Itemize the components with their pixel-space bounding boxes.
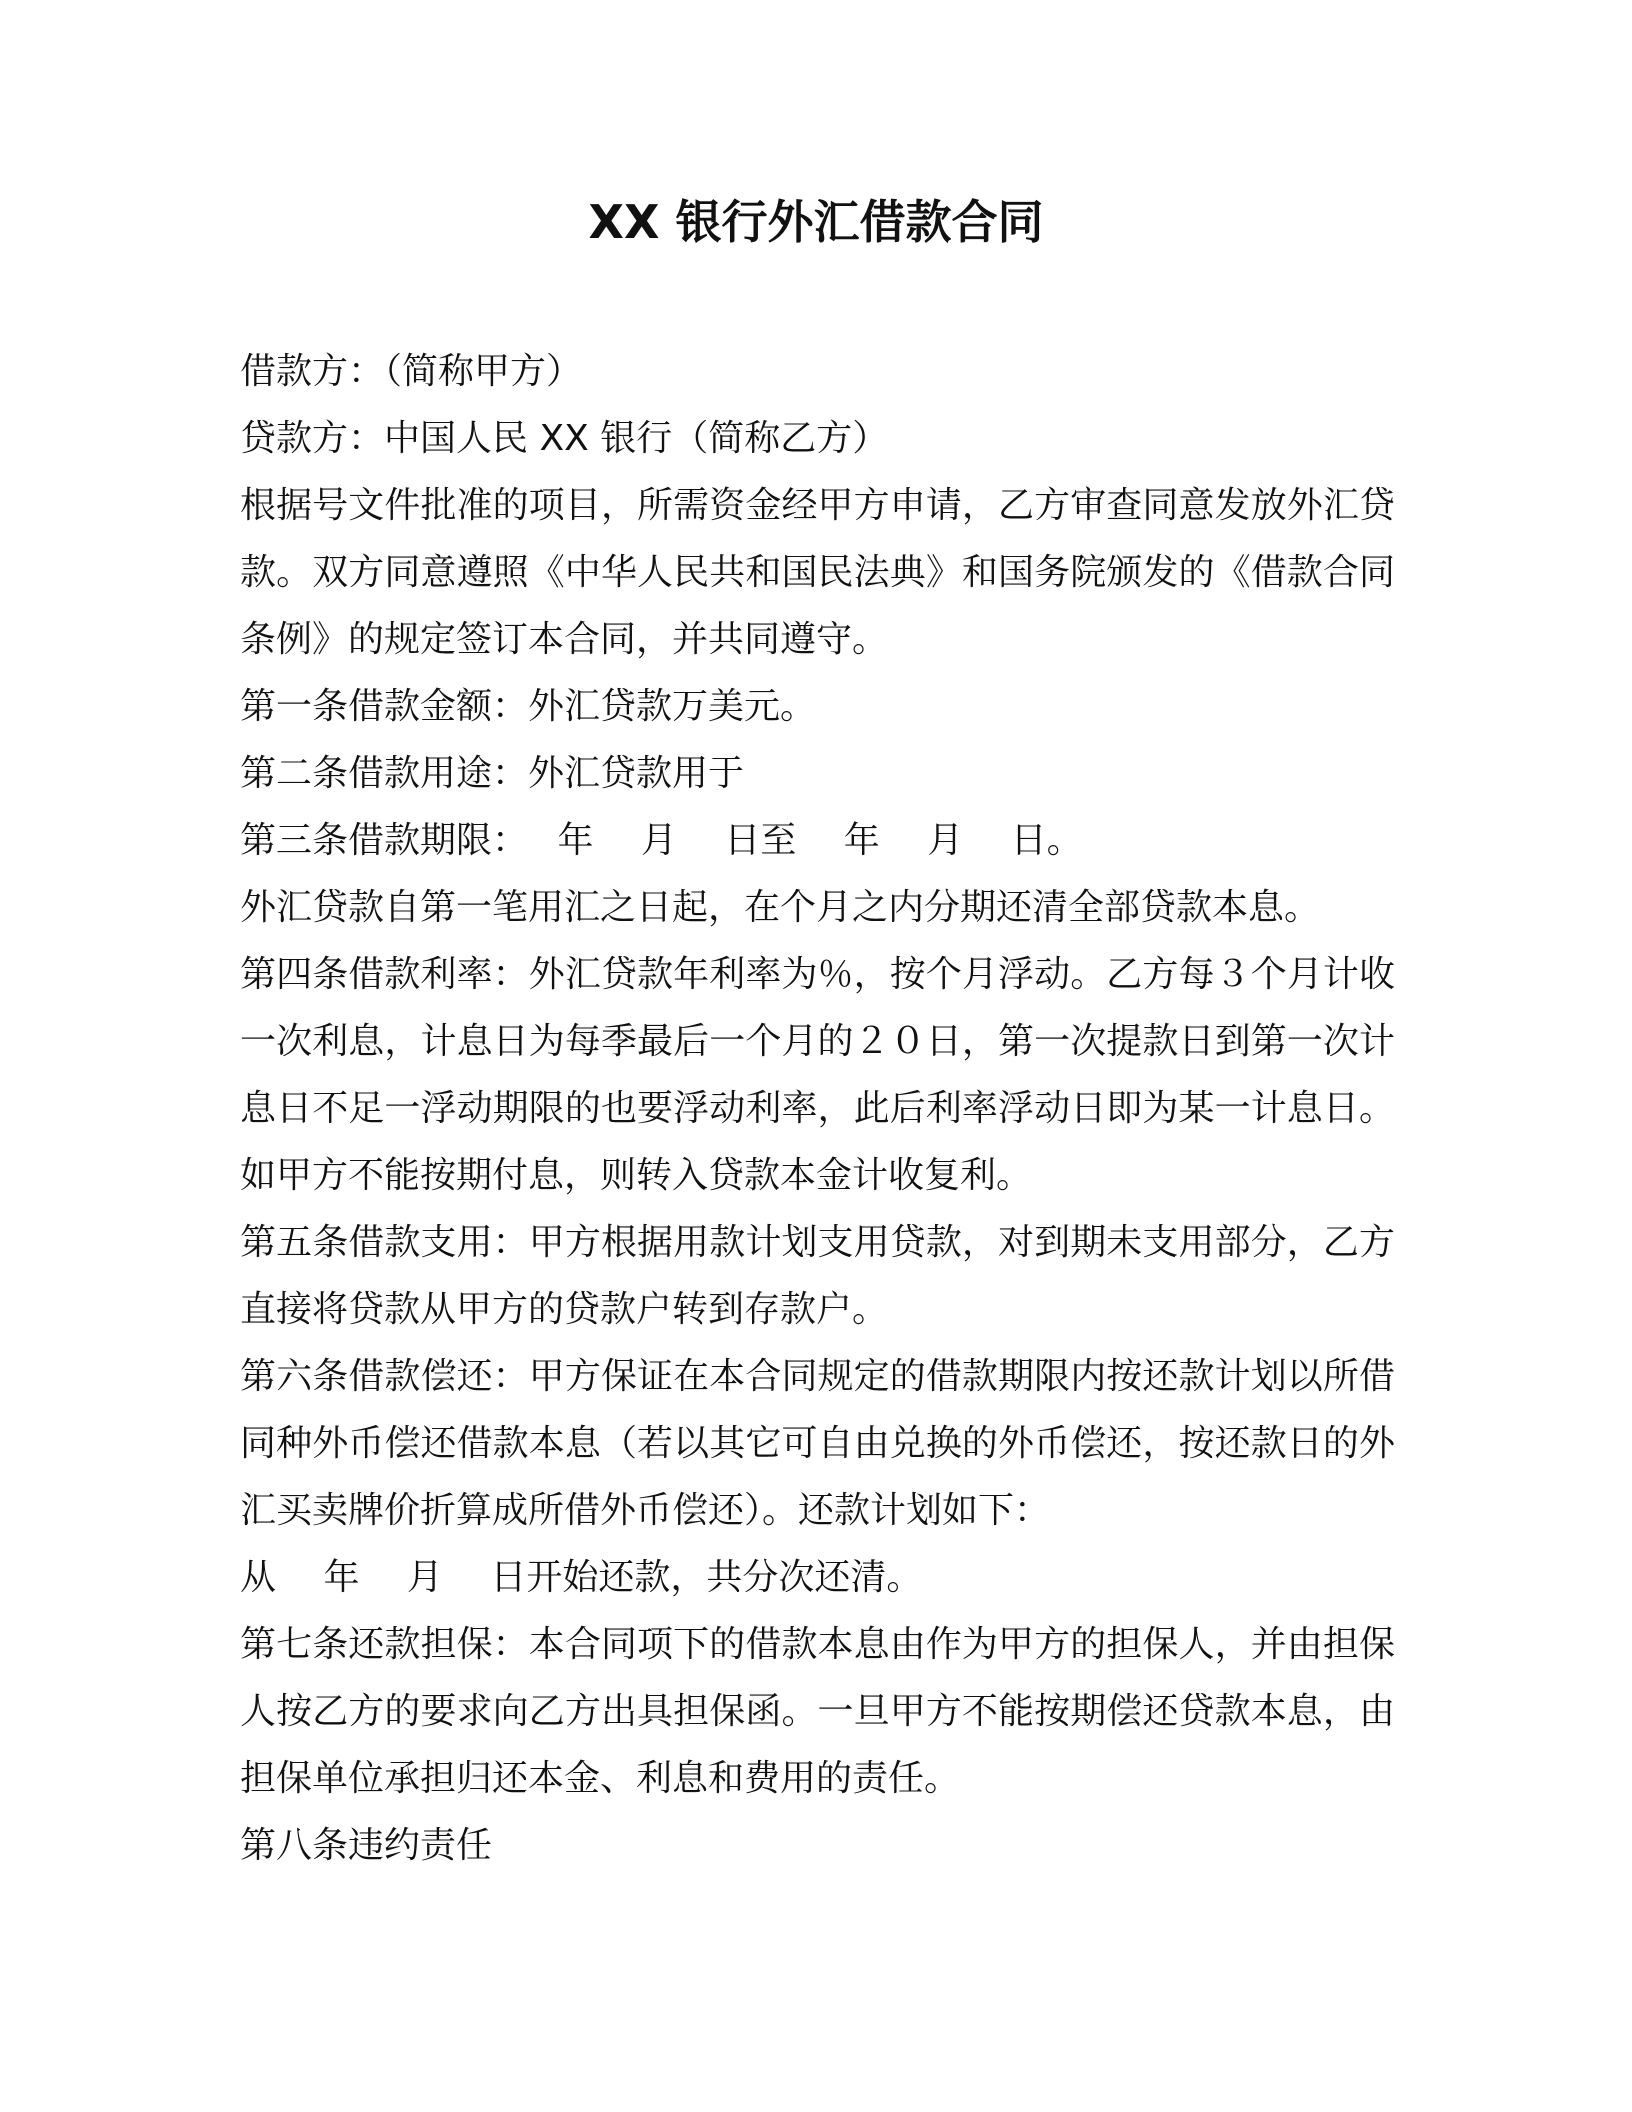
- article-4-interest-rate: 第四条借款利率：外汇贷款年利率为％，按个月浮动。乙方每３个月计收一次利息，计息日为每季最后一个月的２０日，第一次提款日到第一次计息日不足一浮动期限的也要浮动利率，此后利率浮动日即为某一计息日。如甲方不能按期付息，则转入贷款本金计收复利。: [240, 954, 1395, 1196]
- repayment-schedule: 从 年 月 日开始还款，共分次还清。: [240, 1557, 923, 1598]
- article-8-liability: 第八条违约责任: [240, 1825, 493, 1866]
- article-2-purpose: 第二条借款用途：外汇贷款用于: [240, 753, 745, 794]
- article-6-repayment: 第六条借款偿还：甲方保证在本合同规定的借款期限内按还款计划以所借同种外币偿还借款本息（若以其它可自由兑换的外币偿还，按还款日的外汇买卖牌价折算成所借外币偿还）。还款计划如下：: [240, 1356, 1395, 1531]
- document-title: XX 银行外汇借款合同: [588, 195, 1044, 249]
- article-3-term: 第三条借款期限： 年 月 日至 年 月 日。: [240, 820, 1083, 861]
- party-lender: 贷款方：中国人民 XX 银行（简称乙方）: [240, 418, 889, 459]
- article-7-guarantee: 第七条还款担保：本合同项下的借款本息由作为甲方的担保人，并由担保人按乙方的要求向乙方出具担保函。一旦甲方不能按期偿还贷款本息，由担保单位承担归还本金、利息和费用的责任。: [240, 1624, 1395, 1799]
- article-1-amount: 第一条借款金额：外汇贷款万美元。: [240, 686, 817, 727]
- preamble: 根据号文件批准的项目，所需资金经甲方申请，乙方审查同意发放外汇贷款。双方同意遵照《中华人民共和国民法典》和国务院颁发的《借款合同条例》的规定签订本合同，并共同遵守。: [240, 485, 1395, 660]
- article-5-disbursement: 第五条借款支用：甲方根据用款计划支用贷款，对到期未支用部分，乙方直接将贷款从甲方的贷款户转到存款户。: [240, 1222, 1395, 1330]
- party-borrower: 借款方：（简称甲方）: [240, 351, 583, 392]
- document-body: [240, 338, 1395, 1879]
- repayment-period: 外汇贷款自第一笔用汇之日起，在个月之内分期还清全部贷款本息。: [240, 887, 1321, 928]
